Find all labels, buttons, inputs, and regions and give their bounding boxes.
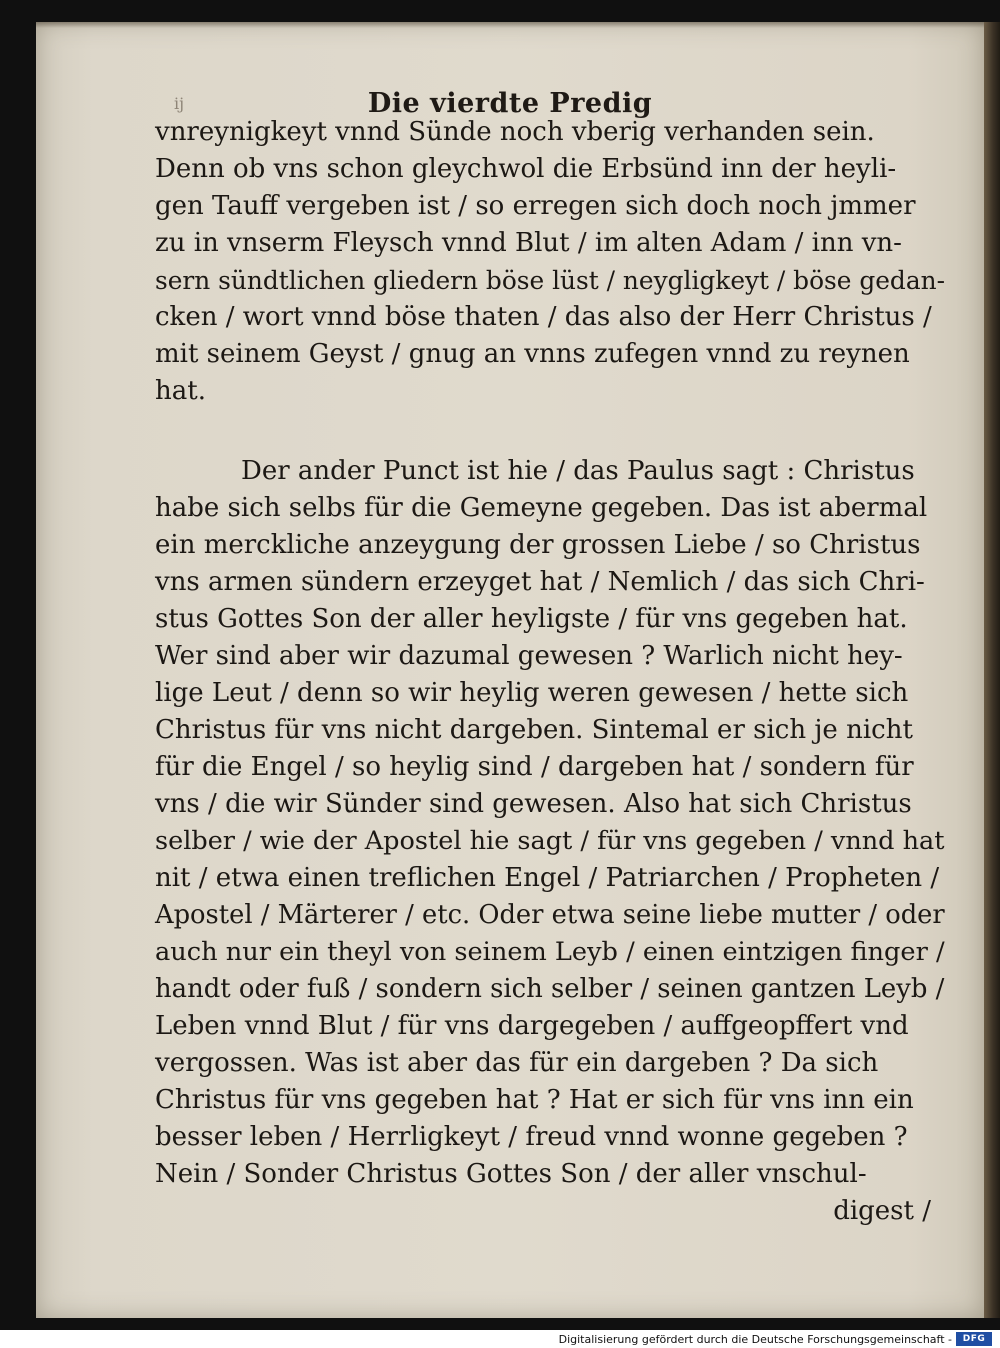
text-line: vergossen. Was ist aber das für ein dargeben ? Da sich <box>155 1048 879 1078</box>
text-line: Leben vnnd Blut / für vns dargegeben / auffgeopffert vnd <box>155 1011 909 1041</box>
text-line: sern sündtlichen gliedern böse lüst / neygligkeyt / böse gedan- <box>155 266 946 295</box>
text-line: nit / etwa einen treflichen Engel / Patriarchen / Propheten / <box>155 863 940 893</box>
text-line: habe sich selbs für die Gemeyne gegeben. Das ist abermal <box>155 493 928 523</box>
text-line: vns armen sündern erzeyget hat / Nemlich / das sich Chri- <box>155 567 925 597</box>
text-line: handt oder fuß / sondern sich selber / seinen gantzen Leyb / <box>155 974 945 1004</box>
paragraph-gap <box>155 410 945 453</box>
catchword-line: digest / <box>833 1196 931 1226</box>
text-line: zu in vnserm Fleysch vnnd Blut / im alten Adam / inn vn- <box>155 228 902 258</box>
page-body-text <box>155 114 945 1230</box>
text-line: Nein / Sonder Christus Gottes Son / der aller vnschul- <box>155 1159 867 1189</box>
text-line: vnreynigkeyt vnnd Sünde noch vberig verhanden sein. <box>155 117 875 147</box>
paragraph-2 <box>155 453 945 1230</box>
text-line: besser leben / Herrligkeyt / freud vnnd wonne gegeben ? <box>155 1122 908 1152</box>
text-line: Apostel / Märterer / etc. Oder etwa seine liebe mutter / oder <box>155 900 945 930</box>
text-line: mit seinem Geyst / gnug an vnns zufegen vnnd zu reynen <box>155 339 910 369</box>
text-line: vns / die wir Sünder sind gewesen. Also hat sich Christus <box>155 789 912 819</box>
text-line: lige Leut / denn so wir heylig weren gewesen / hette sich <box>155 678 909 708</box>
page-edge <box>36 22 984 28</box>
text-line: stus Gottes Son der aller heyligste / für vns gegeben hat. <box>155 604 908 634</box>
folio-mark: ij <box>174 94 185 113</box>
running-head: Die vierdte Predig <box>367 88 653 119</box>
text-line: Denn ob vns schon gleychwol die Erbsünd inn der heyli- <box>155 154 897 184</box>
dfg-logo: DFG <box>956 1332 992 1346</box>
text-line: Christus für vns gegeben hat ? Hat er sich für vns inn ein <box>155 1085 914 1115</box>
text-line: Der ander Punct ist hie / das Paulus sagt : Christus <box>241 456 915 486</box>
text-line: Wer sind aber wir dazumal gewesen ? Warlich nicht hey- <box>155 641 903 671</box>
text-line: ein merckliche anzeygung der grossen Liebe / so Christus <box>155 530 921 560</box>
text-line: gen Tauff vergeben ist / so erregen sich doch noch jmmer <box>155 191 916 221</box>
text-line: für die Engel / so heylig sind / dargeben hat / sondern für <box>155 752 914 782</box>
text-line: auch nur ein theyl von seinem Leyb / einen eintzigen finger / <box>155 937 945 967</box>
text-line: hat. <box>155 376 206 406</box>
text-line: Christus für vns nicht dargeben. Sintemal er sich je nicht <box>155 715 913 745</box>
text-line: cken / wort vnnd böse thaten / das also der Herr Christus / <box>155 302 932 332</box>
paragraph-1 <box>155 114 945 410</box>
digitization-credit: Digitalisierung gefördert durch die Deutsche Forschungsgemeinschaft - <box>558 1333 952 1346</box>
text-line: selber / wie der Apostel hie sagt / für vns gegeben / vnnd hat <box>155 826 945 856</box>
